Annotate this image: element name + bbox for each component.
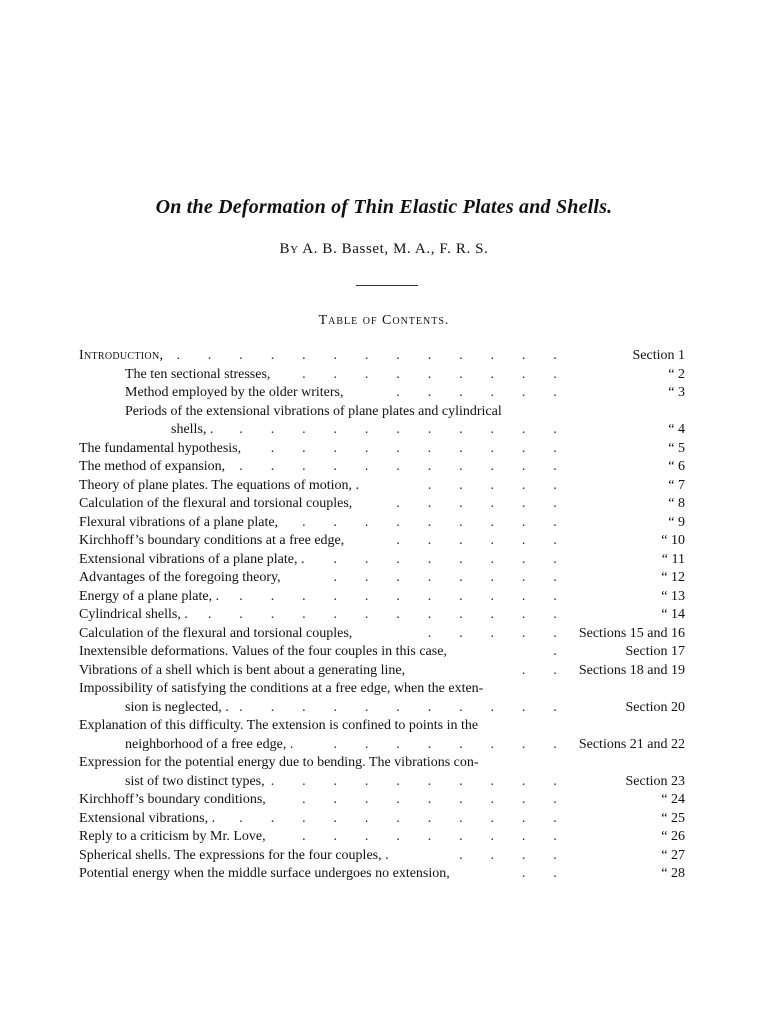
toc-entry bbox=[79, 421, 685, 440]
toc-entry-leader: . . . . . . . . . . . bbox=[239, 588, 569, 604]
toc-entry bbox=[79, 532, 685, 551]
toc-entry bbox=[79, 847, 685, 866]
toc-entry bbox=[79, 495, 685, 514]
toc-entry-text: Flexural vibrations of a plane plate, bbox=[79, 514, 279, 530]
toc-entry-text: Potential energy when the middle surface undergoes no extension, bbox=[79, 866, 450, 881]
toc-entry-section: “ 9 bbox=[668, 514, 685, 530]
toc-entry-text: Cylindrical shells, . bbox=[79, 607, 188, 622]
toc-entry-leader: . . . . . bbox=[427, 477, 569, 493]
toc-entry-section: “ 8 bbox=[668, 496, 685, 511]
toc-entry-section: Sections 21 and 22 bbox=[578, 736, 685, 752]
toc-entry-text: Impossibility of satisfying the conditions at a free edge, when the exten- bbox=[79, 681, 484, 696]
toc-entry-section: “ 2 bbox=[668, 366, 685, 382]
toc-entry bbox=[79, 773, 685, 792]
toc-entry-section: “ 14 bbox=[661, 607, 685, 622]
toc-entry-section: Sections 15 and 16 bbox=[578, 625, 685, 641]
toc-entry-leader: . bbox=[553, 644, 569, 659]
toc-entry-section: “ 26 bbox=[661, 829, 685, 844]
author-name: A. B. Basset, M. A., F. R. S. bbox=[302, 241, 489, 257]
toc-entry bbox=[79, 662, 685, 681]
toc-entry-section: “ 3 bbox=[668, 385, 685, 400]
toc-entry-leader: . . . . . . . . . . . bbox=[239, 810, 569, 826]
toc-entry-text: shells, . bbox=[171, 422, 214, 437]
toc-entry-leader: . . . . . . . . bbox=[333, 570, 569, 585]
toc-entry-section: “ 27 bbox=[661, 847, 685, 863]
toc-entry bbox=[79, 625, 685, 644]
toc-entry bbox=[79, 754, 685, 773]
toc-entry-section: “ 10 bbox=[661, 533, 685, 548]
toc-entry-leader: . . . . . . bbox=[396, 385, 569, 400]
toc-entry bbox=[79, 440, 685, 459]
toc-entry-text: The ten sectional stresses, bbox=[125, 366, 271, 382]
toc-entry-leader: . . . . . . . . . bbox=[302, 792, 569, 807]
toc-entry-section: “ 7 bbox=[668, 477, 685, 493]
toc-entry-text: neighborhood of a free edge, . bbox=[125, 736, 294, 752]
toc-entry-leader: . . . . . . . . . bbox=[302, 514, 569, 530]
toc-heading: Table of Contents. bbox=[318, 313, 450, 328]
toc-entry-text: sion is neglected, . bbox=[125, 699, 229, 715]
toc-entry-text: Extensional vibrations, . bbox=[79, 810, 216, 826]
toc-entry-text: Kirchhoff’s boundary conditions, bbox=[79, 792, 266, 807]
toc-entry-text: The fundamental hypothesis, bbox=[79, 440, 242, 456]
toc-entry bbox=[79, 828, 685, 847]
toc-entry bbox=[79, 810, 685, 829]
toc-entry-text: The method of expansion, bbox=[79, 459, 226, 474]
toc-entry bbox=[79, 588, 685, 607]
toc-entry bbox=[79, 569, 685, 588]
toc-entry-section: Section 23 bbox=[625, 773, 685, 789]
toc-entry-leader: . . . . . . . . . bbox=[302, 829, 569, 844]
toc-entry bbox=[79, 736, 685, 755]
toc-entry-text: Kirchhoff’s boundary conditions at a free edge, bbox=[79, 533, 345, 548]
toc-entry bbox=[79, 717, 685, 736]
toc-entry-text: Expression for the potential energy due to bending. The vibrations con- bbox=[79, 755, 479, 770]
toc-entry-leader: . . . . bbox=[459, 847, 569, 863]
toc-entry-leader: . . . . . . . . bbox=[333, 551, 569, 567]
toc-entry-section: “ 28 bbox=[661, 866, 685, 881]
toc-entry bbox=[79, 791, 685, 810]
toc-entry-section: Section 17 bbox=[625, 644, 685, 659]
toc-entry bbox=[79, 384, 685, 403]
toc-entry-text: Periods of the extensional vibrations of plane plates and cylindrical bbox=[125, 403, 502, 419]
toc-entry-section: Section 20 bbox=[625, 699, 685, 715]
toc-entry-leader: . . . . . . . . . bbox=[302, 366, 569, 382]
toc-entry-section: Section 1 bbox=[632, 348, 685, 363]
toc-entry-leader: . . . . . bbox=[427, 625, 569, 641]
toc-entry bbox=[79, 643, 685, 662]
toc-entry-leader: . . . . . . . . . . . . bbox=[207, 607, 569, 622]
toc-entry-text: Advantages of the foregoing theory, bbox=[79, 570, 281, 585]
toc-entry-text: Extensional vibrations of a plane plate, . bbox=[79, 551, 305, 567]
toc-entry-section: “ 4 bbox=[668, 422, 685, 437]
article-title: On the Deformation of Thin Elastic Plates and Shells. bbox=[155, 196, 613, 218]
toc-entry-text: Energy of a plane plate, . bbox=[79, 588, 220, 604]
toc-entry-section: “ 6 bbox=[668, 459, 685, 474]
toc-entry bbox=[79, 458, 685, 477]
toc-entry-text: Calculation of the flexural and torsional couples, bbox=[79, 496, 353, 511]
table-of-contents bbox=[79, 347, 685, 884]
toc-entry-leader: . . bbox=[521, 662, 569, 678]
toc-entry-leader: . . . . . . . . . . . bbox=[239, 422, 569, 437]
toc-entry-text: Calculation of the flexural and torsional couples, bbox=[79, 625, 353, 641]
toc-entry bbox=[79, 514, 685, 533]
toc-entry bbox=[79, 680, 685, 699]
toc-entry-leader: . . . . . . . . . . bbox=[270, 440, 569, 456]
toc-entry bbox=[79, 366, 685, 385]
toc-entry-section: “ 5 bbox=[668, 440, 685, 456]
toc-entry-leader: . . . . . . . . . . . bbox=[239, 699, 569, 715]
toc-entry bbox=[79, 606, 685, 625]
toc-entry-text: Method employed by the older writers, bbox=[125, 385, 344, 400]
author-line bbox=[0, 241, 768, 258]
toc-entry-leader: . . bbox=[521, 866, 569, 881]
toc-entry-section: Sections 18 and 19 bbox=[578, 662, 685, 678]
toc-entry-leader: . . . . . . bbox=[396, 533, 569, 548]
toc-entry-leader: . . . . . . . . . . bbox=[270, 773, 569, 789]
toc-entry-text: Spherical shells. The expressions for the four couples, . bbox=[79, 847, 389, 863]
toc-entry bbox=[79, 477, 685, 496]
author-prefix: By bbox=[279, 241, 299, 257]
toc-entry bbox=[79, 347, 685, 366]
toc-entry-text: Introduction, bbox=[79, 348, 164, 363]
toc-entry-text: sist of two distinct types, bbox=[125, 773, 265, 789]
toc-entry bbox=[79, 865, 685, 884]
toc-entry-leader: . . . . . . . . . . . bbox=[239, 459, 569, 474]
toc-entry-section: “ 24 bbox=[661, 792, 685, 807]
toc-entry-text: Theory of plane plates. The equations of motion, . bbox=[79, 477, 360, 493]
toc-entry-section: “ 11 bbox=[661, 551, 685, 567]
toc-entry-leader: . . . . . . . . bbox=[333, 736, 569, 752]
toc-entry bbox=[79, 699, 685, 718]
toc-entry-section: “ 25 bbox=[661, 810, 685, 826]
toc-entry-leader: . . . . . . bbox=[396, 496, 569, 511]
toc-entry-section: “ 12 bbox=[661, 570, 685, 585]
toc-entry bbox=[79, 403, 685, 422]
toc-entry-text: Vibrations of a shell which is bent about a generating line, bbox=[79, 662, 406, 678]
toc-entry-section: “ 13 bbox=[661, 588, 685, 604]
toc-entry-leader: . . . . . . . . . . . . . bbox=[176, 348, 569, 363]
toc-entry bbox=[79, 551, 685, 570]
toc-entry-text: Inextensible deformations. Values of the four couples in this case, bbox=[79, 644, 447, 659]
separator-rule bbox=[356, 285, 418, 286]
toc-entry-text: Reply to a criticism by Mr. Love, bbox=[79, 829, 266, 844]
toc-entry-text: Explanation of this difficulty. The extension is confined to points in the bbox=[79, 718, 479, 733]
